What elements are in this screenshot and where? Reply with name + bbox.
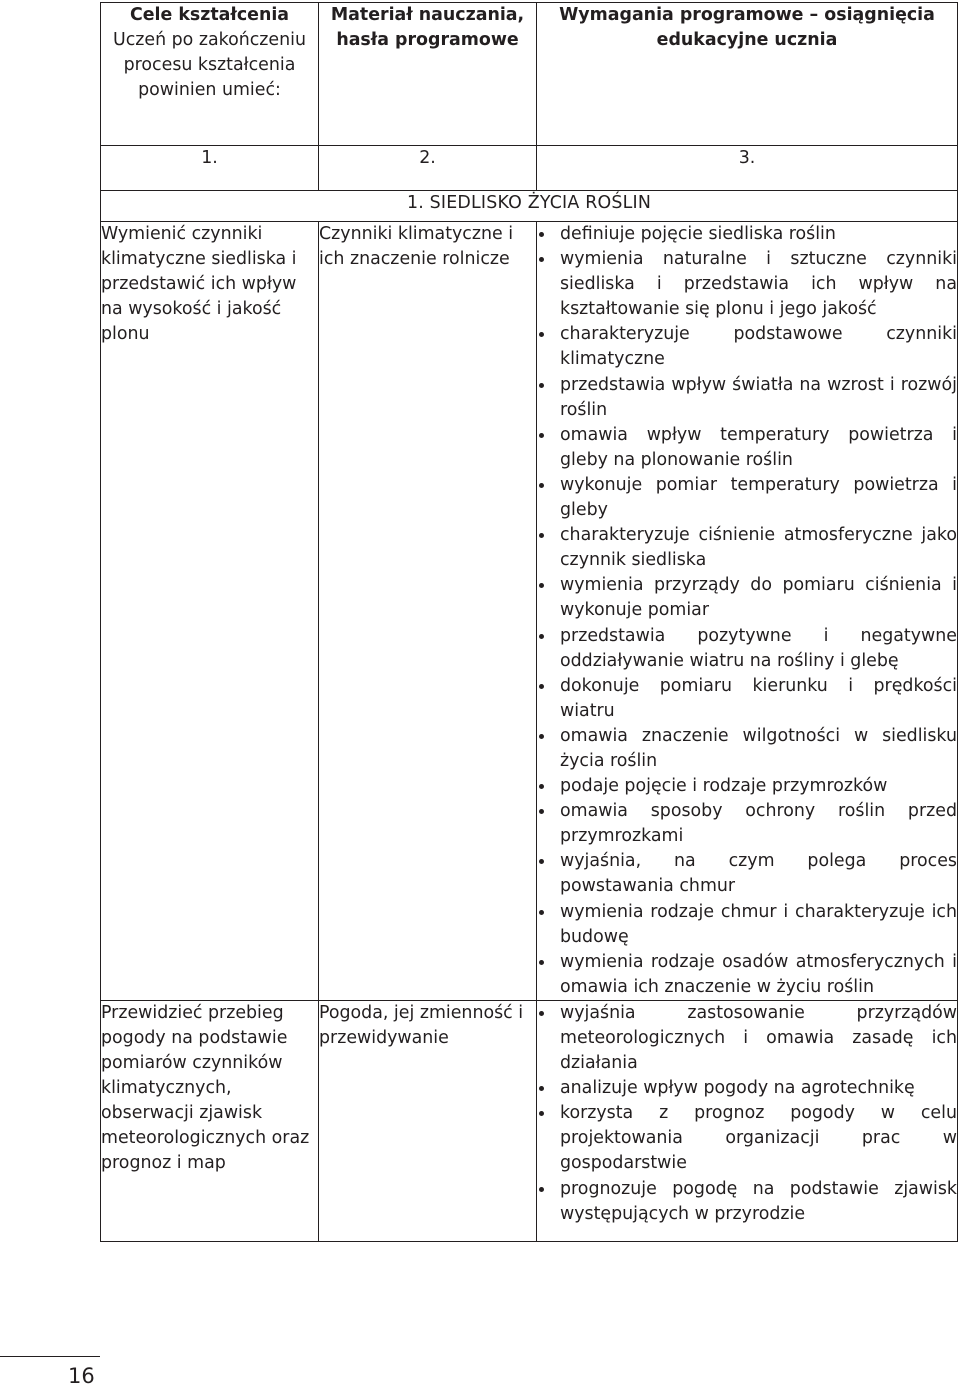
list-item: przedstawia wpływ światła na wzrost i rozwój roślin [537,373,957,423]
page-number-rule [0,1356,100,1357]
column-number-1: 1. [101,146,319,191]
list-item: wymienia przyrządy do pomiaru ciśnienia i wykonuje pomiar [537,573,957,623]
list-item: prognozuje pogodę na podstawie zjawisk występujących w przyrodzie [537,1177,957,1227]
header-goals-subtitle: Uczeń po zakończeniu procesu kształcenia powinien umieć: [112,30,307,101]
column-number-3: 3. [537,146,958,191]
section-title: 1. SIEDLISKO ŻYCIA ROŚLIN [101,191,958,222]
header-material: Materiał nauczania, hasła programowe [319,3,537,146]
section-row [101,191,958,222]
list-item: korzysta z prognoz pogody w celu projektowania organizacji prac w gospodarstwie [537,1101,957,1176]
requirements-list [537,222,957,1000]
header-requirements: Wymagania programowe – osiągnięcia edukacyjne ucznia [537,3,958,146]
list-item: omawia wpływ temperatury powietrza i gleby na plonowanie roślin [537,423,957,473]
row-requirements [537,1000,958,1241]
list-item: definiuje pojęcie siedliska roślin [537,222,957,247]
column-number-row [101,146,958,191]
list-item: wykonuje pomiar temperatury powietrza i gleby [537,473,957,523]
column-number-2: 2. [319,146,537,191]
list-item: wymienia rodzaje osadów atmosferycznych i omawia ich znaczenie w życiu roślin [537,950,957,1000]
requirements-list [537,1001,957,1227]
list-item: charakteryzuje podstawowe czynniki klimatyczne [537,322,957,372]
list-item: przedstawia pozytywne i negatywne oddziaływanie wiatru na rośliny i glebę [537,624,957,674]
row-goal: Wymienić czynniki klimatyczne siedliska i przedstawić ich wpływ na wysokość i jakość plonu [101,222,319,1001]
row-requirements [537,222,958,1001]
list-item: dokonuje pomiaru kierunku i prędkości wiatru [537,674,957,724]
list-item: omawia znaczenie wilgotności w siedlisku życia roślin [537,724,957,774]
list-item: podaje pojęcie i rodzaje przymrozków [537,774,957,799]
list-item: wyjaśnia zastosowanie przyrządów meteorologicznych i omawia zasadę ich działania [537,1001,957,1076]
curriculum-table [100,2,958,1242]
header-goals-title: Cele kształcenia [129,5,290,25]
list-item: analizuje wpływ pogody na agrotechnikę [537,1076,957,1101]
list-item: wymienia rodzaje chmur i charakteryzuje ich budowę [537,900,957,950]
row-material: Pogoda, jej zmienność i przewidywanie [319,1000,537,1241]
row-material: Czynniki klimatyczne i ich znaczenie rolnicze [319,222,537,1001]
list-item: wyjaśnia, na czym polega proces powstawania chmur [537,849,957,899]
list-item: omawia sposoby ochrony roślin przed przymrozkami [537,799,957,849]
list-item: charakteryzuje ciśnienie atmosferyczne jako czynnik siedliska [537,523,957,573]
table-header-row [101,3,958,146]
page-number: 16 [68,1364,95,1388]
header-goals [101,3,319,146]
row-goal: Przewidzieć przebieg pogody na podstawie pomiarów czynników klimatycznych, obserwacji zjawisk meteorologicznych oraz prognoz i map [101,1000,319,1241]
list-item: wymienia naturalne i sztuczne czynniki siedliska i przedstawia ich wpływ na kształtowanie się plonu i jego jakość [537,247,957,322]
table-row [101,1000,958,1241]
table-row [101,222,958,1001]
